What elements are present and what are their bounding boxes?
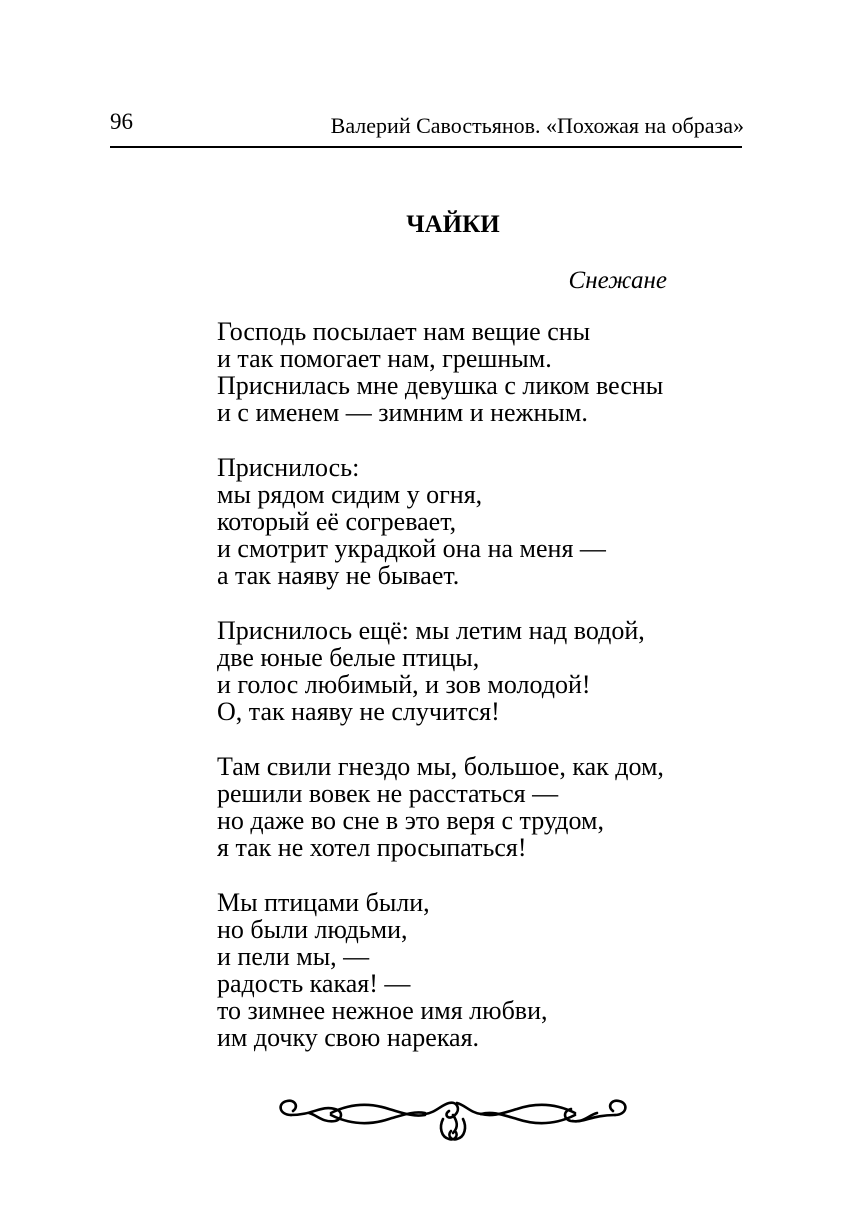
poem-line: я так не хотел просыпаться! bbox=[217, 833, 527, 862]
poem-line: радость какая! — bbox=[217, 969, 411, 998]
poem-line: и пели мы, — bbox=[217, 942, 370, 971]
poem-line: им дочку свою нарекая. bbox=[217, 1023, 480, 1052]
poem-line: Там свили гнездо мы, большое, как дом, bbox=[217, 752, 664, 781]
header-rule bbox=[110, 146, 742, 148]
poem-line: но были людьми, bbox=[217, 915, 408, 944]
stanza bbox=[217, 753, 777, 861]
poem-line: который её согревает, bbox=[217, 507, 457, 536]
poem-line: Приснилось ещё: мы летим над водой, bbox=[217, 616, 645, 645]
running-head: Валерий Савостьянов. «Похожая на образа» bbox=[330, 113, 744, 138]
poem-line: и смотрит украдкой она на меня — bbox=[217, 534, 606, 563]
poem-line: и так помогает нам, грешным. bbox=[217, 344, 552, 373]
poem-line: Господь посылает нам вещие сны bbox=[217, 317, 591, 346]
poem-line: и с именем — зимним и нежным. bbox=[217, 398, 588, 427]
poem-line: Мы птицами были, bbox=[217, 888, 430, 917]
stanza bbox=[217, 454, 777, 589]
poem-line: то зимнее нежное имя любви, bbox=[217, 996, 548, 1025]
poem-line: Приснилось: bbox=[217, 453, 360, 482]
poem-line: а так наяву не бывает. bbox=[217, 561, 460, 590]
poem-line: но даже во сне в это веря с трудом, bbox=[217, 806, 604, 835]
poem-dedication: Снежане bbox=[568, 267, 667, 294]
poem-line: две юные белые птицы, bbox=[217, 643, 480, 672]
poem-body bbox=[217, 318, 777, 1079]
poem-line: мы рядом сидим у огня, bbox=[217, 480, 483, 509]
page-number: 96 bbox=[110, 109, 133, 134]
stanza bbox=[217, 318, 777, 426]
poem-line: и голос любимый, и зов молодой! bbox=[217, 670, 591, 699]
poem-line: О, так наяву не случится! bbox=[217, 697, 500, 726]
stanza bbox=[217, 889, 777, 1051]
flourish-divider-icon bbox=[273, 1093, 633, 1145]
poem-title: ЧАЙКИ bbox=[406, 211, 500, 238]
stanza bbox=[217, 617, 777, 725]
poem-line: решили вовек не расстаться — bbox=[217, 779, 559, 808]
poem-line: Приснилась мне девушка с ликом весны bbox=[217, 371, 664, 400]
